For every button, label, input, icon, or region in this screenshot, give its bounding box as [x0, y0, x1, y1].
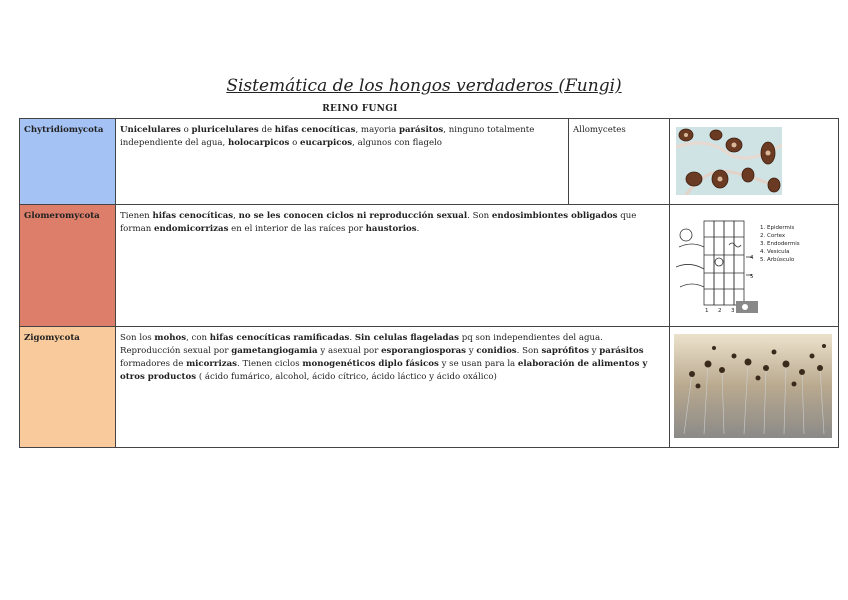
description-text: de — [258, 125, 275, 135]
description-text: hifas cenocíticas ramificadas — [209, 333, 350, 343]
description-text: o — [180, 125, 192, 135]
description-text: monogenéticos diplo fásicos — [302, 359, 439, 369]
image-cell — [670, 205, 839, 327]
description-text: en el interior de las raíces por — [228, 224, 366, 234]
description-text: holocarpicos — [227, 138, 290, 148]
diagram-number: 3 — [731, 308, 735, 313]
description-cell — [116, 205, 670, 327]
description-text: , — [233, 211, 239, 221]
description-text: y asexual por — [317, 346, 382, 356]
description-text: , con — [186, 333, 210, 343]
example-cell — [569, 119, 670, 205]
description-text: . Son — [467, 211, 492, 221]
mold-photo — [674, 334, 832, 438]
phylum-name-cell — [20, 119, 116, 205]
phylum-name: Chytridiomycota — [24, 125, 104, 135]
chytrid-microscopy-image — [676, 127, 782, 195]
phylum-name: Zigomycota — [24, 333, 80, 343]
diagram-label: 1. Epidermis — [760, 225, 795, 231]
description-text: Sin celulas flageladas — [354, 333, 459, 343]
description-text: saprófitos — [541, 346, 589, 356]
description-text: eucarpicos — [299, 138, 353, 148]
description-text: formadores de — [120, 359, 187, 369]
description-text: y — [466, 346, 477, 356]
description-text: hifas cenocíticas — [274, 125, 356, 135]
description-text: Son los — [120, 333, 155, 343]
description-text: micorrizas — [186, 359, 238, 369]
description-text: que forman — [120, 211, 637, 234]
description-text: Unicelulares — [120, 125, 181, 135]
description-text: Tienen — [120, 211, 153, 221]
document-subtitle: REINO FUNGI — [322, 104, 398, 114]
description-text: hifas cenocíticas — [152, 211, 234, 221]
description-text: . — [349, 333, 355, 343]
table-row-chytridiomycota — [20, 119, 839, 205]
description-text: , algunos con flagelo — [352, 138, 442, 148]
description-text: y se usan para la — [438, 359, 518, 369]
description-text: esporangiosporas — [381, 346, 466, 356]
description-text: pluricelulares — [191, 125, 259, 135]
description-text: conidios — [476, 346, 517, 356]
description-text: mohos — [154, 333, 187, 343]
diagram-number: 4 — [750, 255, 754, 261]
description-text: endomicorrizas — [154, 224, 229, 234]
phylum-name-cell — [20, 205, 116, 327]
phylum-name-cell — [20, 327, 116, 448]
description-text: , ninguno totalmente independiente del agua, — [120, 125, 535, 148]
description-text: gametangiogamia — [231, 346, 318, 356]
description-text: parásitos — [398, 125, 444, 135]
description-cell — [116, 119, 569, 205]
description-text: . Son — [516, 346, 542, 356]
document-title: Sistemática de los hongos verdaderos (Fungi) — [226, 76, 622, 96]
diagram-label: 3. Endodermis — [760, 241, 800, 247]
diagram-label: 2. Cortex — [760, 233, 786, 239]
fungi-table — [19, 118, 839, 448]
description-cell — [116, 327, 670, 448]
description-text: elaboración de alimentos y otros productos — [120, 359, 648, 382]
description-text: endosimbiontes obligados — [491, 211, 618, 221]
description-text: , mayoria — [355, 125, 399, 135]
diagram-number: 1 — [705, 308, 709, 313]
diagram-label: 4. Vesicula — [760, 249, 790, 255]
description-text: pq son independientes del agua. Reproducción sexual por — [120, 333, 603, 356]
phylum-name: Glomeromycota — [24, 211, 100, 221]
description-text: o — [289, 138, 300, 148]
description-text: no se les conocen ciclos ni reproducción sexual — [238, 211, 468, 221]
description-text: haustorios — [365, 224, 417, 234]
image-cell — [670, 119, 839, 205]
description-text: ( ácido fumárico, alcohol, ácido cítrico, ácido láctico y ácido oxálico) — [196, 372, 497, 382]
table-row-glomeromycota — [20, 205, 839, 327]
diagram-label: 5. Arbúsculo — [760, 257, 795, 263]
table-row-zigomycota — [20, 327, 839, 448]
description-text: . Tienen ciclos — [237, 359, 303, 369]
example-name: Allomycetes — [573, 125, 626, 135]
image-cell — [670, 327, 839, 448]
description-text: . — [416, 224, 420, 234]
diagram-number: 2 — [718, 308, 722, 313]
description-text: parásitos — [599, 346, 644, 356]
diagram-number: 5 — [750, 274, 754, 280]
description-text: y — [588, 346, 600, 356]
mycorrhiza-diagram — [674, 217, 806, 313]
